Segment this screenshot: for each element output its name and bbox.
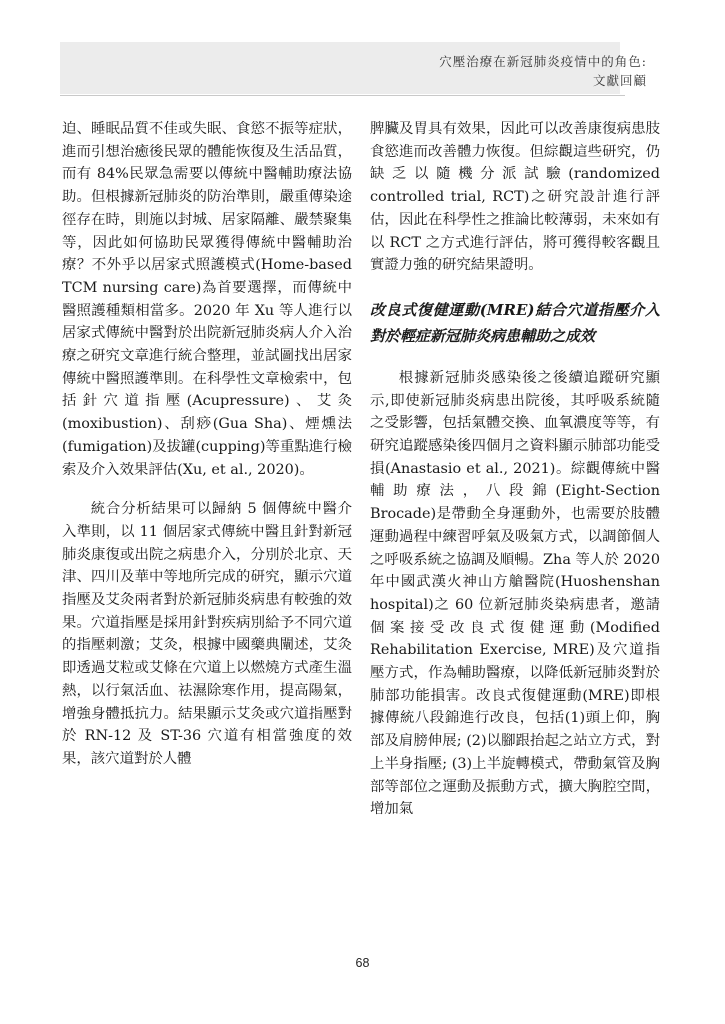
running-header-line-1: 穴壓治療在新冠肺炎疫情中的角色: <box>439 54 647 69</box>
header-divider <box>60 95 625 96</box>
right-column <box>370 118 660 821</box>
right-paragraph-2: 根據新冠肺炎感染後之後續追蹤研究顯示,即使新冠肺炎病患出院後，其呼吸系統隨之受影響，包括氣體交換、血氧濃度等等，有研究追蹤感染後四個月之資料顯示肺部功能受損(Anastasio et al., 2021)。綜觀傳統中醫輔助療法，八段錦(Eight-Section Brocade)是帶動全身運動外，也需要於肢體運動過程中練習呼氣及吸氣方式，以調節個人之呼吸系統之協調及順暢。Zha 等人於 2020 年中國武漢火神山方艙醫院(Huoshenshan hospital)之 60 位新冠肺炎染病患者，邀請個案接受改良式復健運動(Modified Rehabilitation Exercise, MRE)及穴道指壓方式，作為輔助醫療，以降低新冠肺炎對於肺部功能損害。改良式復健運動(MRE)即根據傳統八段錦進行改良，包括(1)頭上仰，胸部及肩膀伸展; (2)以腳跟抬起之站立方式，對上半身指壓; (3)上半旋轉模式，帶動氣管及胸部等部位之運動及振動方式，擴大胸腔空間，增加氣 <box>370 369 660 818</box>
left-paragraph-1: 迫、睡眠品質不佳或失眠、食慾不振等症狀，進而引想治癒後民眾的體能恢復及生活品質，而有 84%民眾急需要以傳統中醫輔助療法協助。但根據新冠肺炎的防治準則，嚴重傳染途徑存在時，則施以封城、居家隔離、嚴禁聚集等，因此如何協助民眾獲得傳統中醫輔助治療？不外乎以居家式照護模式(Home-based TCM nursing care)為首要選擇，而傳統中醫照護種類相當多。2020 年 Xu 等人進行以居家式傳統中醫對於出院新冠肺炎病人介入治療之研究文章進行統合整理，並試圖找出居家傳統中醫照護準則。在科學性文章檢索中，包括針穴道指壓(Acupressure)、艾灸(moxibustion)、刮痧(Gua Sha)、煙燻法(fumigation)及拔罐(cupping)等重點進行檢索及介入效果評估(Xu, et al., 2020)。 <box>62 121 352 478</box>
section-heading: 改良式復健運動(MRE)結合穴道指壓介入對於輕症新冠肺炎病患輔助之成效 <box>370 300 660 345</box>
page-number: 68 <box>355 956 370 970</box>
running-header <box>439 52 647 90</box>
left-paragraph-2: 統合分析結果可以歸納 5 個傳統中醫介入準則，以 11 個居家式傳統中醫且針對新冠肺炎康復或出院之病患介入，分別於北京、天津、四川及華中等地所完成的研究，顯示穴道指壓及艾灸兩者對於新冠肺炎病患有較強的效果。穴道指壓是採用針對疾病別給予不同穴道的指壓刺激；艾灸，根據中國藥典闡述，艾灸即透過艾粒或艾條在穴道上以燃燒方式產生溫熱，以行氣活血、祛濕除寒作用，提高陽氣，增強身體抵抗力。結果顯示艾灸或穴道指壓對於 RN-12 及 ST-36 穴道有相當強度的效果，該穴道對於人體 <box>62 501 352 767</box>
left-column <box>62 118 352 771</box>
right-paragraph-1: 脾臟及胃具有效果，因此可以改善康復病患肢食慾進而改善體力恢復。但綜觀這些研究，仍缺乏以隨機分派試驗(randomized controlled trial, RCT)之研究設計進行評估，因此在科學性之推論比較薄弱，未來如有以 RCT 之方式進行評估，將可獲得較客觀且實證力強的研究結果證明。 <box>370 121 660 274</box>
running-header-line-2: 文獻回顧 <box>592 73 647 88</box>
